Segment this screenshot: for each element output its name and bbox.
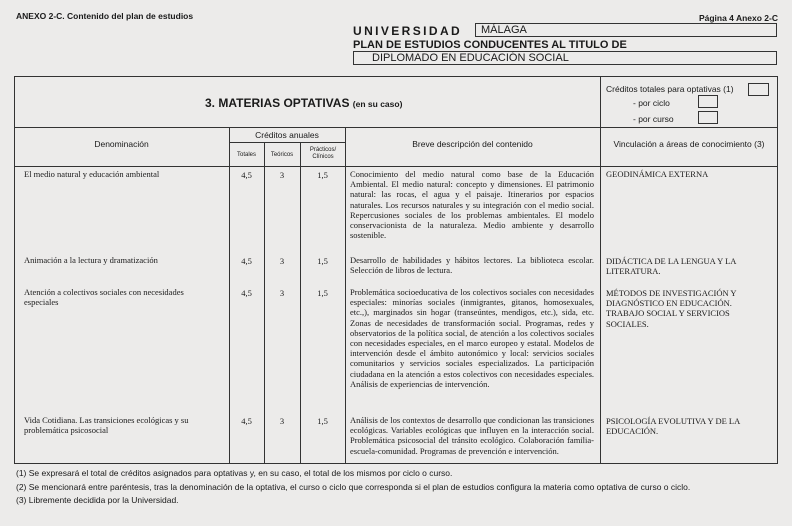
row-2-teoricos: 3	[279, 256, 285, 266]
col-vinculacion: Vinculación a áreas de conocimiento (3)	[613, 139, 765, 149]
row-4-description: Análisis de los contextos de desarrollo que condicionan las transiciones ecológicas. Variables ecológicas que influyen en la interacción social. Problemática psicosocial del tránsito ecológico. Colaboración familia-escuela-comunidad. Programas de prevención e intervención.	[350, 415, 594, 456]
plan-label: PLAN DE ESTUDIOS CONDUCENTES AL TITULO DE	[353, 39, 627, 51]
column-divider	[345, 127, 346, 464]
row-1-description: Conocimiento del medio natural como base de la Educación Ambiental. El medio natural: concepto y dimensiones. El patrimonio natural: las rocas, el agua y el paisaje. Itinerarios por espacios naturales. Los recursos naturales y su integración con el medio social. Repercusiones sociales de los problemas ambientales. El modelo conservacionista de la naturaleza. Medio ambiente y desarrollo sostenible.	[350, 169, 594, 241]
row-1-totales: 4,5	[241, 170, 252, 180]
per-cycle-label: - por ciclo	[633, 98, 670, 108]
row-divider	[14, 127, 778, 128]
per-course-label: - por curso	[633, 114, 674, 124]
per-course-box[interactable]	[698, 111, 718, 124]
row-1-area: GEODINÁMICA EXTERNA	[606, 169, 709, 179]
row-4-teoricos: 3	[279, 416, 285, 426]
university-label: UNIVERSIDAD	[353, 24, 463, 38]
row-3-totales: 4,5	[241, 288, 252, 298]
col-teoricos: Teóricos	[270, 152, 294, 158]
row-3-practicos: 1,5	[317, 288, 328, 298]
row-3-area: MÉTODOS DE INVESTIGACIÓN Y DIAGNÓSTICO EN EDUCACIÓN. TRABAJO SOCIAL Y SERVICIOS SOCIALES.	[606, 288, 737, 329]
section-title: 3. MATERIAS OPTATIVAS (en su caso)	[205, 96, 403, 110]
row-2-name: Animación a la lectura y dramatización	[24, 255, 158, 265]
row-2-description: Desarrollo de habilidades y hábitos lectores. La biblioteca escolar. Selección de libros de lectura.	[350, 255, 594, 276]
row-3-name: Atención a colectivos sociales con necesidades especiales	[24, 287, 184, 308]
row-3-description: Problemática socioeducativa de los colectivos sociales con necesidades especiales: minorías sociales (inmigrantes, gitanos, homosexuales, etc.,), marginados sin hogar (transeúntes, mendigos, etc.), sida, etc. Zonas de necesidades de transformación social. Programas, redes y observatorios de la política social, de atención a los colectivos sociales con necesidades especiales, en el marco europeo y estatal. Modelos de intervención desde el ámbito autonómico y local: servicios sociales comunitarios y servicios sociales especializados. La participación ciudadana en la atención a estos colectivos con necesidades especiales. Análisis de experiencias de intervención.	[350, 287, 594, 389]
footnote-3: (3) Libremente decidida por la Universidad.	[16, 495, 179, 505]
row-1-practicos: 1,5	[317, 170, 328, 180]
page-number: Página 4 Anexo 2-C	[698, 13, 778, 23]
row-4-name: Vida Cotidiana. Las transiciones ecológicas y su problemática psicosocial	[24, 415, 189, 436]
row-2-totales: 4,5	[241, 256, 252, 266]
col-descripcion: Breve descripción del contenido	[412, 139, 533, 149]
row-3-teoricos: 3	[279, 288, 285, 298]
col-practicos: Prácticos/ Clínicos	[309, 147, 337, 160]
university-field: MÁLAGA	[475, 23, 777, 37]
row-4-practicos: 1,5	[317, 416, 328, 426]
credits-total-label: Créditos totales para optativas (1)	[606, 84, 734, 94]
credits-subheader-divider	[229, 142, 345, 143]
footnote-1: (1) Se expresará el total de créditos asignados para optativas y, en su caso, el total de los mismos por ciclo o curso.	[16, 468, 453, 478]
row-1-name: El medio natural y educación ambiental	[24, 169, 160, 179]
row-4-totales: 4,5	[241, 416, 252, 426]
col-totales: Totales	[236, 152, 256, 158]
row-2-area: DIDÁCTICA DE LA LENGUA Y LA LITERATURA.	[606, 256, 736, 277]
section-title-note: (en su caso)	[352, 99, 403, 109]
col-denominacion: Denominación	[94, 139, 149, 149]
footnote-2: (2) Se mencionará entre paréntesis, tras la denominación de la optativa, el curso o ciclo que corresponda si el plan de estudios configura la materia como optativa de curso o ciclo.	[16, 482, 691, 492]
annex-header-left: ANEXO 2-C. Contenido del plan de estudios	[16, 11, 194, 21]
row-4-area: PSICOLOGÍA EVOLUTIVA Y DE LA EDUCACIÓN.	[606, 416, 740, 437]
col-creditos-anuales: Créditos anuales	[255, 130, 319, 140]
column-divider	[600, 76, 601, 464]
per-cycle-box[interactable]	[698, 95, 718, 108]
row-1-teoricos: 3	[279, 170, 285, 180]
row-divider	[14, 166, 778, 167]
degree-field: DIPLOMADO EN EDUCACIÓN SOCIAL	[353, 51, 777, 65]
row-2-practicos: 1,5	[317, 256, 328, 266]
credits-total-box[interactable]	[748, 83, 769, 96]
